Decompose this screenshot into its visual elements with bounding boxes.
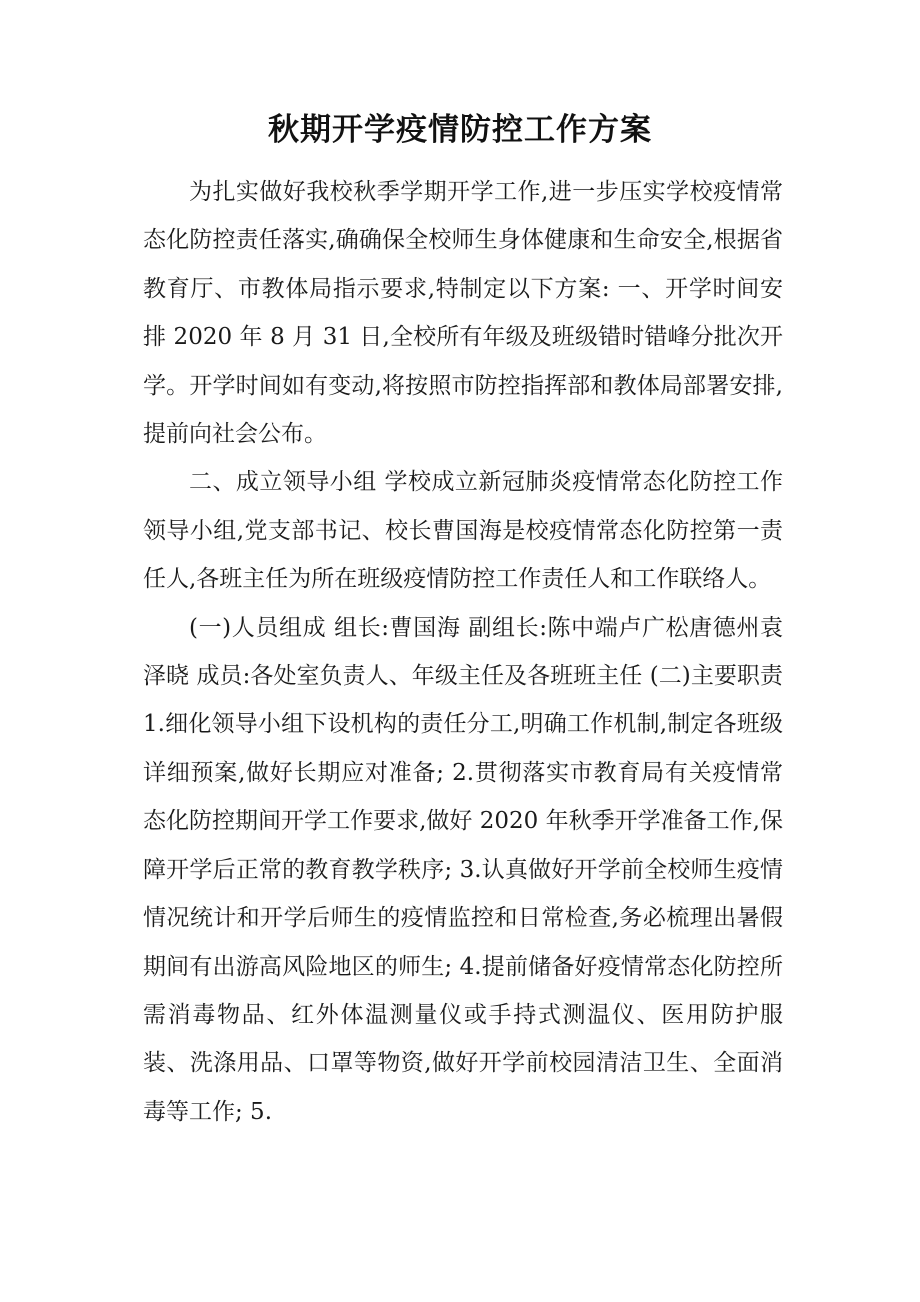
paragraph-2: 二、成立领导小组 学校成立新冠肺炎疫情常态化防控工作领导小组,党支部书记、校长曹国海是校疫情常态化防控第一责任人,各班主任为所在班级疫情防控工作责任人和工作联络人。 bbox=[143, 469, 783, 593]
document-body bbox=[143, 168, 783, 1136]
document-title: 秋期开学疫情防控工作方案 bbox=[268, 112, 652, 148]
paragraph-1: 为扎实做好我校秋季学期开学工作,进一步压实学校疫情常态化防控责任落实,确确保全校师生身体健康和生命安全,根据省教育厅、市教体局指示要求,特制定以下方案: 一、开学时间安排 2020 年 8 月 31 日,全校所有年级及班级错时错峰分批次开学。开学时间如有变动,将按照市防控指挥部和教体局部署安排,提前向社会公布。 bbox=[143, 179, 783, 448]
paragraph-3: (一)人员组成 组长:曹国海 副组长:陈中端卢广松唐德州袁泽晓 成员:各处室负责人、年级主任及各班班主任 (二)主要职责 1.细化领导小组下设机构的责任分工,明确工作机制,制定各班级详细预案,做好长期应对准备; 2.贯彻落实市教育局有关疫情常态化防控期间开学工作要求,做好 2020 年秋季开学准备工作,保障开学后正常的教育教学秩序; 3.认真做好开学前全校师生疫情情况统计和开学后师生的疫情监控和日常检查,务必梳理出暑假期间有出游高风险地区的师生; 4.提前储备好疫情常态化防控所需消毒物品、红外体温测量仪或手持式测温仪、医用防护服装、洗涤用品、口罩等物资,做好开学前校园清洁卫生、全面消毒等工作; 5. bbox=[143, 614, 783, 1125]
